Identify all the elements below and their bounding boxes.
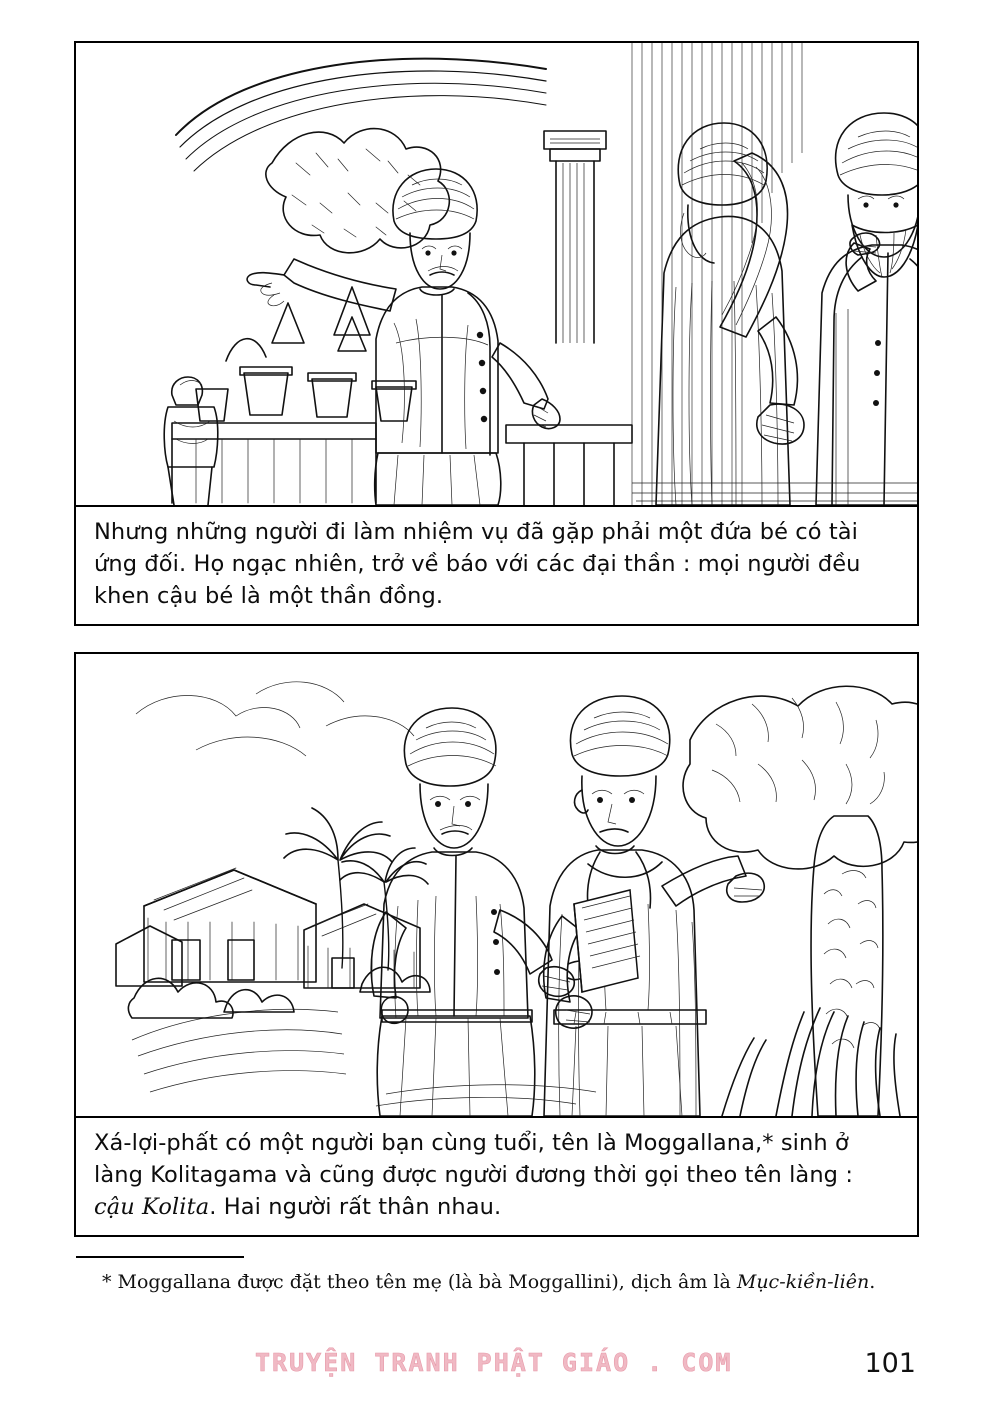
panel-1-caption: Nhưng những người đi làm nhiệm vụ đã gặp phải một đứa bé có tài ứng đối. Họ ngạc nhiên, trở về báo với các đại thần : mọi người đều khen cậu bé là một thần đồng. (94, 519, 861, 609)
site-watermark: TRUYỆN TRANH PHẬT GIÁO . COM (255, 1348, 733, 1377)
comic-panel-2 (74, 652, 919, 1237)
footnote-marker: * (102, 1271, 112, 1293)
footnote-text-italic: Mục-kiền-liên (736, 1271, 870, 1293)
comic-panel-1 (74, 41, 919, 626)
footnote (76, 1268, 921, 1297)
page-number: 101 (864, 1348, 916, 1379)
panel-2-caption (76, 1118, 917, 1230)
panel-2-caption-after: . Hai người rất thân nhau. (209, 1193, 502, 1220)
footnote-divider (76, 1256, 244, 1258)
panel-1-illustration (76, 43, 917, 507)
footnote-text-after: . (869, 1271, 876, 1293)
panel-2-illustration (76, 654, 917, 1118)
panel-2-caption-before: Xá-lợi-phất có một người bạn cùng tuổi, tên là Moggallana,* sinh ở làng Kolitagama và cũng được người đương thời gọi theo tên làng : (94, 1130, 853, 1188)
footnote-text-before: Moggallana được đặt theo tên mẹ (là bà Moggallini), dịch âm là (111, 1271, 737, 1293)
panel-2-caption-italic: cậu Kolita (94, 1193, 210, 1220)
